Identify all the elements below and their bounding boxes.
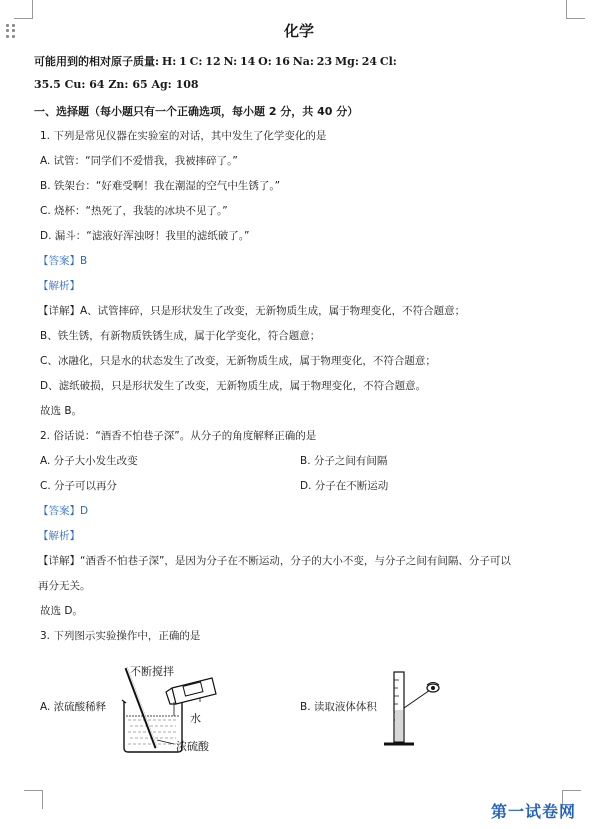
- q1-option-a: A. 试管：“同学们不爱惜我，我被摔碎了。”: [40, 155, 238, 167]
- crop-mark-top-left: [14, 0, 33, 19]
- atomic-mass-line-2: 35.5 Cu: 64 Zn: 65 Ag: 108: [34, 78, 199, 91]
- q1-stem: 1. 下列是常见仪器在实验室的对话，其中发生了化学变化的是: [40, 130, 327, 142]
- q1-option-c: C. 烧杯：“热死了，我装的冰块不见了。”: [40, 205, 228, 217]
- figure-acid-dilution: [112, 660, 242, 760]
- q2-stem: 2. 俗话说：“酒香不怕巷子深”。从分子的角度解释正确的是: [40, 430, 317, 442]
- atomic-mass-line-1: 可能用到的相对原子质量: H: 1 C: 12 N: 14 O: 16 Na: 23 Mg: 24 Cl:: [34, 55, 397, 68]
- q2-option-b: B. 分子之间有间隔: [300, 455, 388, 467]
- q2-detail-1: 【详解】“酒香不怕巷子深”，是因为分子在不断运动，分子的大小不变，与分子之间有间隔、分子可以: [38, 555, 511, 567]
- q1-option-d: D. 漏斗：“滤液好浑浊呀！我里的滤纸破了。”: [40, 230, 250, 242]
- section-heading: 一、选择题（每小题只有一个正确选项，每小题 2 分，共 40 分）: [34, 105, 359, 118]
- q2-answer: 【答案】D: [38, 505, 89, 517]
- label-stir: 不断搅拌: [130, 665, 174, 678]
- watermark: 第一试卷网: [491, 802, 577, 821]
- q2-analysis-label: 【解析】: [38, 530, 80, 542]
- q3-stem: 3. 下列图示实验操作中，正确的是: [40, 630, 201, 642]
- q3-option-a: A. 浓硫酸稀释: [40, 701, 107, 713]
- q2-option-d: D. 分子在不断运动: [300, 480, 389, 492]
- graduated-cylinder-diagram: [378, 660, 448, 755]
- drag-handle-icon[interactable]: [6, 24, 16, 38]
- q1-answer: 【答案】B: [38, 255, 88, 267]
- q1-detail-1: 【详解】A、试管摔碎，只是形状发生了改变，无新物质生成，属于物理变化，不符合题意；: [38, 305, 466, 317]
- crop-mark-bottom-left: [24, 790, 43, 809]
- q2-option-a: A. 分子大小发生改变: [40, 455, 138, 467]
- q2-conclusion: 故选 D。: [40, 605, 83, 617]
- q2-detail-2: 再分无关。: [38, 580, 91, 592]
- document-title: 化学: [284, 22, 315, 40]
- q1-option-b: B. 铁架台：“好难受啊！我在潮湿的空气中生锈了。”: [40, 180, 281, 192]
- label-acid: 浓硫酸: [176, 740, 209, 753]
- q1-analysis-label: 【解析】: [38, 280, 80, 292]
- q3-option-b: B. 读取液体体积: [300, 701, 377, 713]
- q1-conclusion: 故选 B。: [40, 405, 83, 417]
- label-water: 水: [190, 712, 201, 725]
- crop-mark-top-right: [566, 0, 585, 19]
- q2-option-c: C. 分子可以再分: [40, 480, 118, 492]
- q1-detail-3: C、冰融化，只是水的状态发生了改变，无新物质生成，属于物理变化，不符合题意；: [40, 355, 436, 367]
- q1-detail-2: B、铁生锈，有新物质铁锈生成，属于化学变化，符合题意；: [40, 330, 321, 342]
- q1-detail-4: D、滤纸破损，只是形状发生了改变，无新物质生成，属于物理变化，不符合题意。: [40, 380, 427, 392]
- figure-read-volume: [378, 660, 448, 755]
